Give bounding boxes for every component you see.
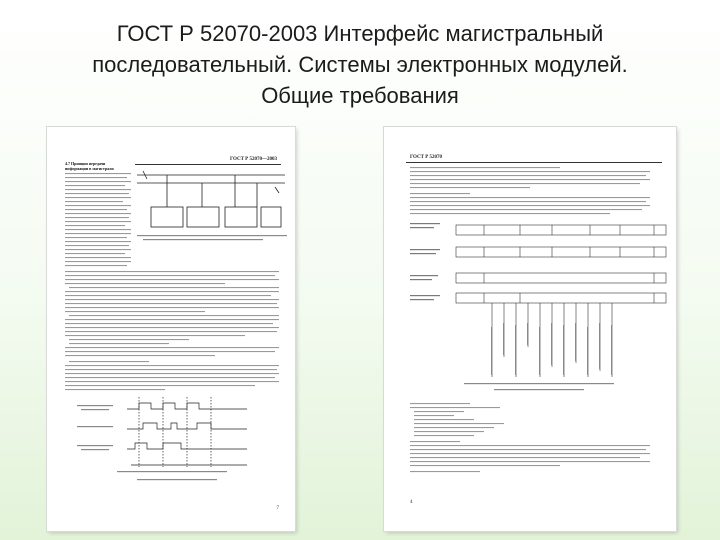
slide-title-line-2: последовательный. Системы электронных модулей. [92,52,628,77]
timing-labels [77,405,227,480]
page-header: ГОСТ Р 52070—2003 [229,157,277,162]
row-labels [410,223,440,300]
slide-title [0,18,720,111]
document-page-left [47,127,295,531]
document-page-right [384,127,676,531]
section-heading: 4.7 Принцип передачи информации в магистрали [65,161,114,171]
word-format-diagram [456,225,666,377]
page-number: 4 [410,500,413,505]
body-text-top [410,167,650,214]
right-page-figures [384,127,676,531]
bus-diagram [137,171,285,227]
vertical-field-labels [491,323,612,375]
left-page-figures [47,127,295,531]
slide-title-line-3: Общие требования [261,83,459,108]
figure-caption-1 [137,235,287,240]
body-text-1 [65,271,279,390]
figure-caption-2 [464,383,614,390]
page-number: 7 [276,506,279,511]
timing-diagram [127,397,247,467]
page-header: ГОСТ Р 52070 [410,155,443,160]
slide-title-line-1: ГОСТ Р 52070-2003 Интерфейс магистральный [116,21,604,46]
left-column-text [65,173,131,266]
body-text-bottom [410,403,650,472]
